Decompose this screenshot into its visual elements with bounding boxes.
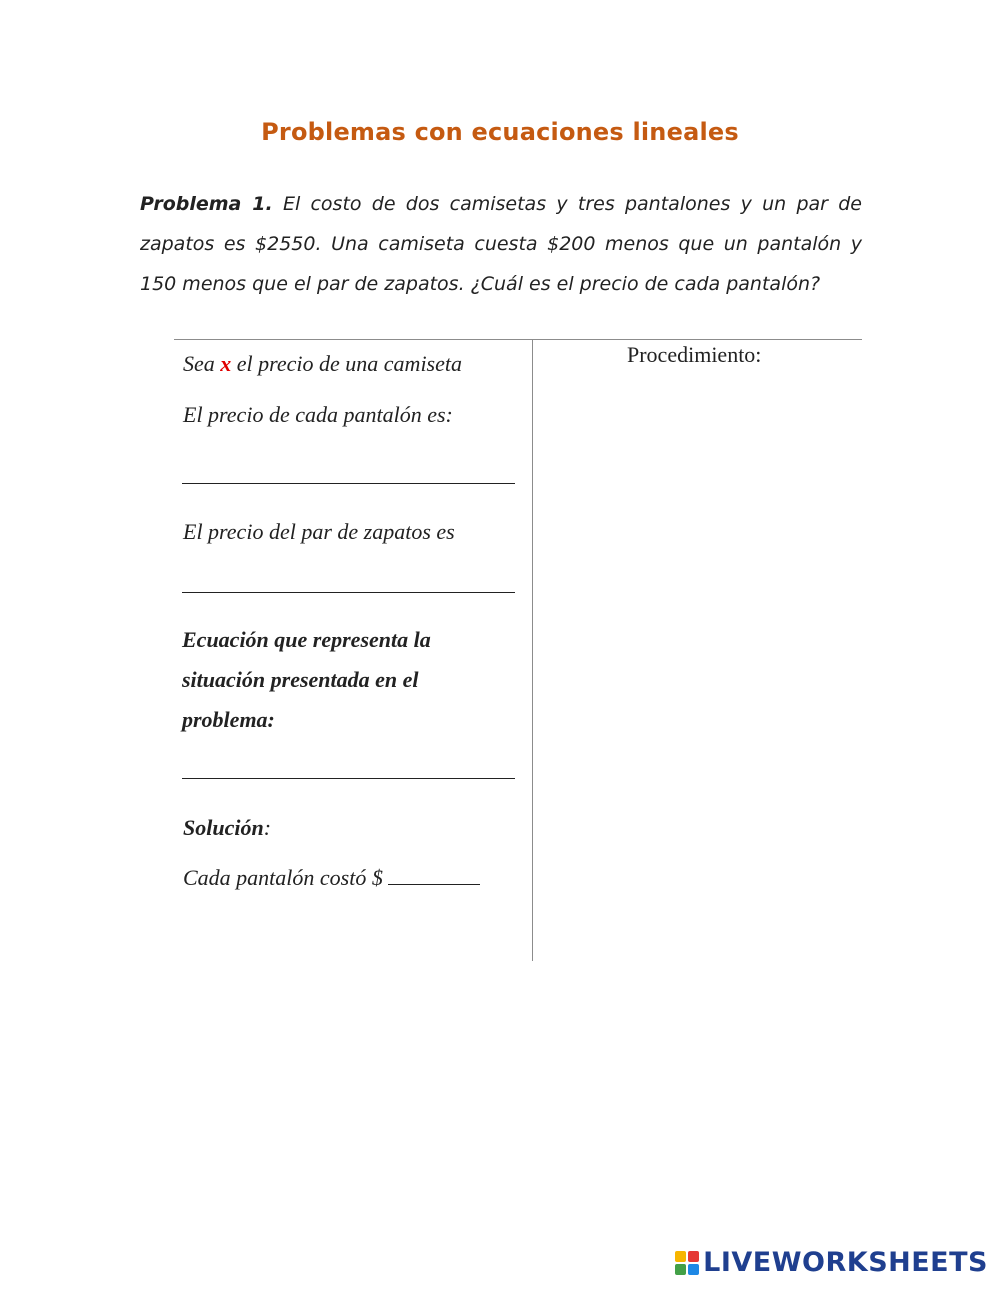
- shoes-price-label: El precio del par de zapatos es: [183, 519, 455, 544]
- equation-label-line: situación presentada en el: [182, 667, 419, 692]
- table-top-border: [174, 339, 862, 340]
- equation-label-line: problema:: [182, 707, 275, 732]
- variable-definition: [183, 351, 462, 377]
- problem-number: Problema 1.: [140, 193, 273, 215]
- logo-text: LIVEWORKSHEETS: [703, 1247, 988, 1278]
- problem-statement: [140, 184, 862, 304]
- equation-label: [182, 620, 512, 740]
- pants-price-label: El precio de cada pantalón es:: [183, 402, 453, 427]
- logo-square-icon: [688, 1251, 699, 1262]
- liveworksheets-logo: [675, 1247, 988, 1278]
- logo-mark-icon: [675, 1251, 699, 1275]
- solution-colon: :: [263, 815, 272, 840]
- equation-answer-line[interactable]: [182, 778, 515, 779]
- pants-price-answer-line[interactable]: [182, 483, 515, 484]
- logo-square-icon: [675, 1264, 686, 1275]
- shoes-price-answer-line[interactable]: [182, 592, 515, 593]
- logo-square-icon: [688, 1264, 699, 1275]
- problem-text: El costo de dos camisetas y tres pantalones y un par de zapatos es $2550. Una camiseta cuesta $200 menos que un pantalón y 150 menos que el par de zapatos. ¿Cuál es el precio de cada pantalón?: [140, 193, 862, 295]
- variable-x: x: [220, 351, 232, 376]
- answer-prefix: Cada pantalón costó $: [183, 865, 383, 890]
- solution-label-text: Solución: [183, 815, 264, 840]
- answer-blank[interactable]: [388, 864, 480, 885]
- logo-square-icon: [675, 1251, 686, 1262]
- solution-label: [183, 815, 271, 841]
- variable-definition-suffix: el precio de una camiseta: [236, 351, 462, 376]
- table-column-divider: [532, 339, 533, 961]
- page-title: Problemas con ecuaciones lineales: [261, 118, 739, 146]
- variable-definition-prefix: Sea: [183, 351, 215, 376]
- answer-line: [183, 864, 480, 891]
- equation-label-line: Ecuación que representa la: [182, 627, 431, 652]
- procedure-heading: Procedimiento:: [627, 342, 762, 367]
